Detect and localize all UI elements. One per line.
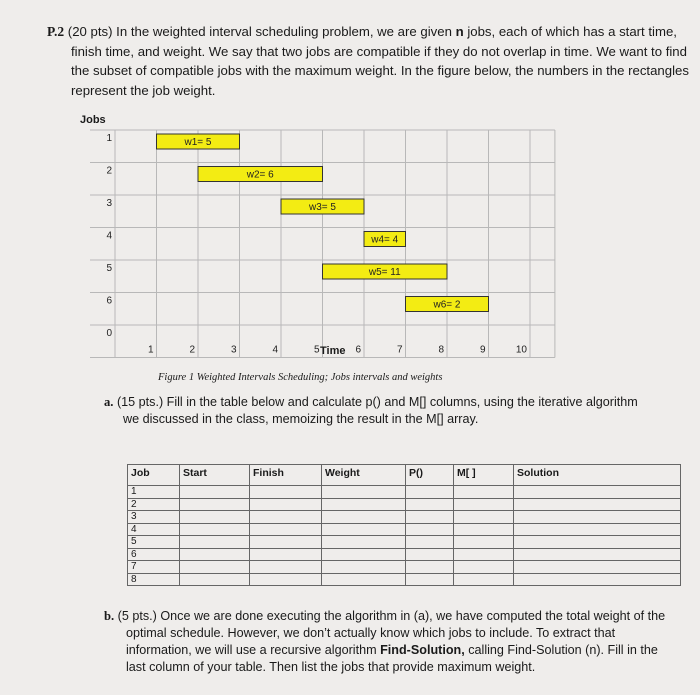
problem-text-2: jobs, each of which has a start time, finish time, and weight. We say that two jobs are compatible if they do not overlap in time. We want to find the subset of compatible jobs with the maximum weight. In the figure below, the numbers in the rectangles represent the job weight. (71, 24, 689, 98)
empty-answer-cell[interactable] (514, 498, 681, 511)
x-tick-label: 6 (355, 344, 361, 356)
table-header-cell: Start (180, 465, 250, 486)
jobs-axis-title: Jobs (80, 114, 106, 126)
empty-answer-cell[interactable] (454, 561, 514, 574)
y-tick-label: 6 (106, 295, 112, 307)
empty-answer-cell[interactable] (322, 573, 406, 586)
empty-answer-cell[interactable] (322, 486, 406, 499)
empty-answer-cell[interactable] (180, 548, 250, 561)
job-number-cell: 1 (128, 486, 180, 499)
empty-answer-cell[interactable] (322, 561, 406, 574)
problem-n: n (455, 24, 464, 39)
empty-answer-cell[interactable] (406, 523, 454, 536)
empty-answer-cell[interactable] (454, 523, 514, 536)
part-a-letter: a. (104, 395, 114, 409)
part-b-letter: b. (104, 609, 115, 623)
empty-answer-cell[interactable] (180, 561, 250, 574)
empty-answer-cell[interactable] (322, 536, 406, 549)
job-weight-label: w5= 11 (368, 267, 401, 278)
problem-text-1: (20 pts) In the weighted interval scheduling problem, we are given (64, 24, 456, 39)
problem-statement (47, 22, 699, 100)
x-tick-label: 2 (189, 344, 195, 356)
part-b-text-1: (5 pts.) Once we are done executing the algorithm in (a), we have computed the total weight of the optimal schedule. However, we don’t actually know which jobs to include. To extract that information, we will use a recursive algorithm (117, 609, 666, 657)
job-weight-label: w6= 2 (433, 299, 461, 311)
table-header-cell: Weight (322, 465, 406, 486)
empty-answer-cell[interactable] (514, 561, 681, 574)
job-interval-chart (75, 112, 570, 362)
job-number-cell: 7 (128, 561, 180, 574)
empty-answer-cell[interactable] (250, 498, 322, 511)
table-row (128, 561, 681, 574)
empty-answer-cell[interactable] (454, 511, 514, 524)
part-a (104, 394, 643, 428)
job-weight-label: w4= 4 (371, 234, 399, 246)
empty-answer-cell[interactable] (250, 486, 322, 499)
y-tick-label: 4 (106, 230, 112, 242)
empty-answer-cell[interactable] (322, 548, 406, 561)
job-weight-label: w3= 5 (309, 202, 336, 213)
empty-answer-cell[interactable] (250, 523, 322, 536)
part-b-bold: Find-Solution, (380, 643, 465, 657)
empty-answer-cell[interactable] (454, 536, 514, 549)
empty-answer-cell[interactable] (406, 561, 454, 574)
table-row (128, 536, 681, 549)
empty-answer-cell[interactable] (514, 548, 681, 561)
empty-answer-cell[interactable] (250, 573, 322, 586)
job-number-cell: 5 (128, 536, 180, 549)
empty-answer-cell[interactable] (406, 498, 454, 511)
x-tick-label: 7 (396, 344, 403, 356)
empty-answer-cell[interactable] (180, 486, 250, 499)
chart-svg (75, 112, 570, 362)
empty-answer-cell[interactable] (406, 536, 454, 549)
y-tick-label: 0 (106, 328, 112, 339)
empty-answer-cell[interactable] (514, 573, 681, 586)
y-tick-label: 5 (106, 263, 112, 274)
empty-answer-cell[interactable] (250, 536, 322, 549)
empty-answer-cell[interactable] (180, 536, 250, 549)
empty-answer-cell[interactable] (514, 523, 681, 536)
table-row (128, 511, 681, 524)
empty-answer-cell[interactable] (454, 486, 514, 499)
table-header-cell: Finish (250, 465, 322, 486)
part-a-text: (15 pts.) Fill in the table below and calculate p() and M[] columns, using the iterative algorithm we discussed in the class, memoizing the result in the M[] array. (116, 395, 638, 426)
empty-answer-cell[interactable] (250, 511, 322, 524)
problem-label: P.2 (47, 24, 65, 39)
empty-answer-cell[interactable] (406, 548, 454, 561)
empty-answer-cell[interactable] (180, 511, 250, 524)
table-row (128, 498, 681, 511)
x-tick-label: 4 (272, 344, 278, 356)
table-header-cell: M[ ] (454, 465, 514, 486)
job-weight-label: w1= 5 (184, 137, 212, 148)
empty-answer-cell[interactable] (180, 498, 250, 511)
empty-answer-cell[interactable] (322, 511, 406, 524)
x-tick-label: 1 (147, 344, 154, 356)
empty-answer-cell[interactable] (322, 523, 406, 536)
table-header-cell: P() (406, 465, 454, 486)
x-tick-label: 9 (479, 344, 486, 356)
part-b (104, 608, 666, 676)
empty-answer-cell[interactable] (454, 498, 514, 511)
table-header-cell: Job (128, 465, 180, 486)
x-tick-label: 10 (515, 344, 527, 356)
empty-answer-cell[interactable] (406, 486, 454, 499)
table-header-cell: Solution (514, 465, 681, 486)
empty-answer-cell[interactable] (250, 561, 322, 574)
job-number-cell: 6 (128, 548, 180, 561)
job-number-cell: 8 (128, 573, 180, 586)
x-tick-label: 8 (438, 344, 444, 356)
x-tick-label: 3 (230, 344, 237, 356)
job-weight-label: w2= 6 (246, 169, 274, 181)
empty-answer-cell[interactable] (514, 486, 681, 499)
empty-answer-cell[interactable] (454, 573, 514, 586)
job-number-cell: 2 (128, 498, 180, 511)
job-number-cell: 4 (128, 523, 180, 536)
time-axis-title: Time (320, 345, 346, 357)
table-row (128, 486, 681, 499)
table-row (128, 548, 681, 561)
empty-answer-cell[interactable] (406, 573, 454, 586)
table-row (128, 573, 681, 586)
table-body (128, 486, 681, 586)
table-row (128, 523, 681, 536)
y-tick-label: 3 (106, 198, 112, 209)
empty-answer-cell[interactable] (514, 536, 681, 549)
x-tick-label: 5 (313, 344, 320, 356)
part-b-text-2: calling Find-Solution (n). Fill in the last column of your table. Then list the jobs that provide maximum weight. (126, 643, 658, 674)
answer-table (127, 464, 681, 586)
empty-answer-cell[interactable] (250, 548, 322, 561)
empty-answer-cell[interactable] (406, 511, 454, 524)
empty-answer-cell[interactable] (514, 511, 681, 524)
empty-answer-cell[interactable] (180, 573, 250, 586)
job-number-cell: 3 (128, 511, 180, 524)
y-tick-label: 1 (106, 133, 112, 144)
y-tick-label: 2 (106, 165, 112, 177)
empty-answer-cell[interactable] (322, 498, 406, 511)
empty-answer-cell[interactable] (454, 548, 514, 561)
figure-caption: Figure 1 Weighted Intervals Scheduling; Jobs intervals and weights (158, 372, 443, 383)
table-header-row (128, 465, 681, 486)
empty-answer-cell[interactable] (180, 523, 250, 536)
